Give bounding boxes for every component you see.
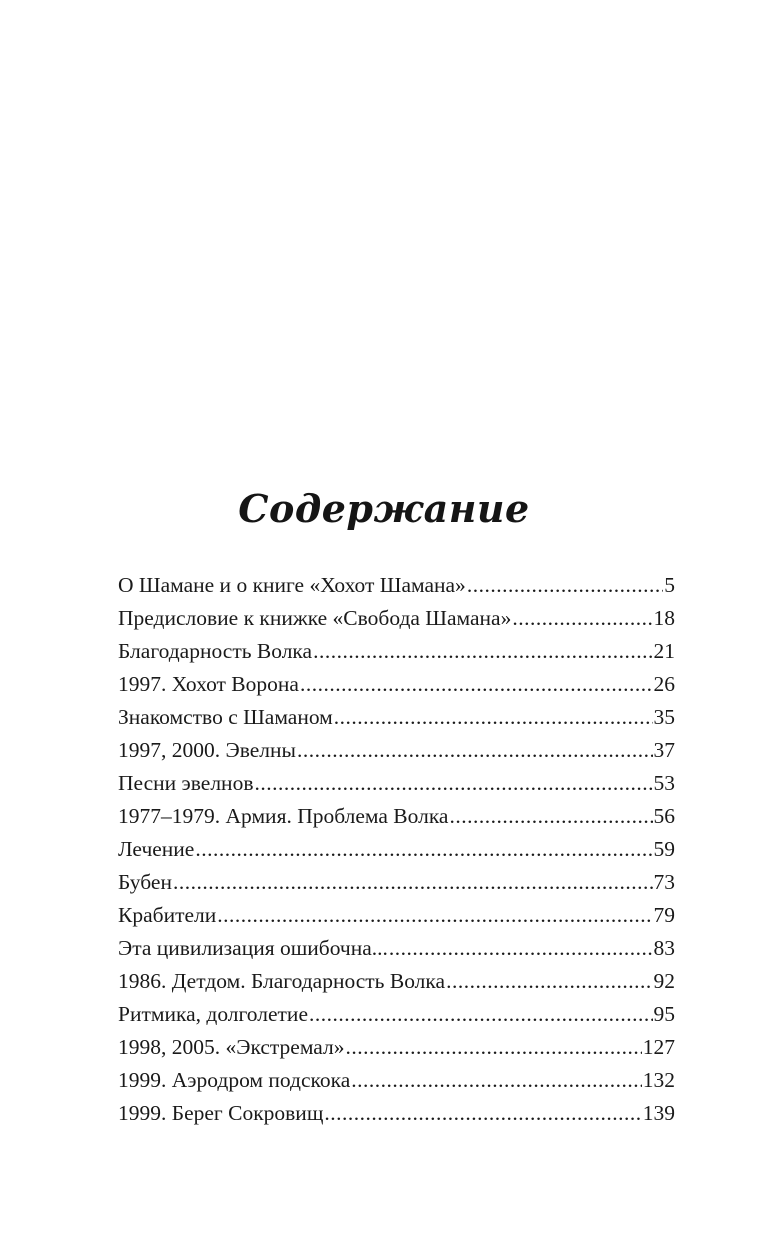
toc-page-number: 139 [642, 1101, 675, 1125]
toc-entry [118, 932, 675, 965]
toc-page-number: 26 [653, 672, 675, 696]
dot-leader [334, 701, 653, 734]
toc-page-number: 56 [653, 804, 675, 828]
dot-leader [173, 866, 653, 899]
toc-entry [118, 899, 675, 932]
toc-page-number: 95 [653, 1002, 675, 1026]
toc-entry [118, 701, 675, 734]
dot-leader [449, 800, 652, 833]
toc-entry [118, 668, 675, 701]
toc-entry-title: 1977–1979. Армия. Проблема Волка [118, 804, 449, 828]
toc-entry-title: 1998, 2005. «Экстремал» [118, 1035, 345, 1059]
toc-entry [118, 734, 675, 767]
toc-entry-title: Предисловие к книжке «Свобода Шамана» [118, 606, 512, 630]
toc-page-number: 79 [653, 903, 675, 927]
dot-leader [324, 1097, 641, 1130]
toc-entry [118, 569, 675, 602]
toc-page-number: 5 [664, 573, 675, 597]
dot-leader [297, 734, 653, 767]
dot-leader [346, 1031, 642, 1064]
dot-leader [254, 767, 652, 800]
toc-page-number: 53 [653, 771, 675, 795]
toc-entry-title: Ритмика, долголетие [118, 1002, 308, 1026]
toc-page-number: 35 [653, 705, 675, 729]
dot-leader [309, 998, 653, 1031]
table-of-contents [118, 569, 675, 1130]
toc-entry-title: Песни эвелнов [118, 771, 254, 795]
toc-entry-title: 1999. Аэродром подскока [118, 1068, 351, 1092]
toc-page-number: 21 [653, 639, 675, 663]
toc-entry-title: Крабители [118, 903, 217, 927]
dot-leader [195, 833, 652, 866]
toc-page-number: 127 [642, 1035, 675, 1059]
toc-page-number: 18 [653, 606, 675, 630]
toc-entry [118, 1097, 675, 1130]
dot-leader [217, 899, 652, 932]
toc-entry [118, 767, 675, 800]
toc-entry [118, 635, 675, 668]
dot-leader [512, 602, 652, 635]
toc-page-number: 92 [653, 969, 675, 993]
toc-entry-title: Благодарность Волка [118, 639, 313, 663]
toc-entry [118, 602, 675, 635]
toc-entry-title: Бубен [118, 870, 172, 894]
toc-entry-title: Эта цивилизация ошибочна... [118, 936, 388, 960]
toc-entry-title: О Шамане и о книге «Хохот Шамана» [118, 573, 466, 597]
toc-entry [118, 833, 675, 866]
dot-leader [389, 932, 653, 965]
toc-entry-title: 1999. Берег Сокровищ [118, 1101, 324, 1125]
toc-page-number: 83 [653, 936, 675, 960]
toc-entry-title: 1997. Хохот Ворона [118, 672, 299, 696]
dot-leader [313, 635, 652, 668]
toc-entry [118, 1064, 675, 1097]
dot-leader [300, 668, 653, 701]
toc-entry-title: Знакомство с Шаманом [118, 705, 333, 729]
toc-entry [118, 800, 675, 833]
toc-heading: Содержание [238, 486, 530, 531]
dot-leader [467, 569, 663, 602]
toc-entry [118, 1031, 675, 1064]
toc-page-number: 73 [653, 870, 675, 894]
dot-leader [351, 1064, 641, 1097]
toc-page-number: 59 [653, 837, 675, 861]
toc-entry-title: 1997, 2000. Эвелны [118, 738, 296, 762]
toc-page-number: 132 [642, 1068, 675, 1092]
toc-entry [118, 866, 675, 899]
toc-page-number: 37 [653, 738, 675, 762]
toc-entry [118, 965, 675, 998]
toc-entry [118, 998, 675, 1031]
toc-entry-title: 1986. Детдом. Благодарность Волка [118, 969, 446, 993]
dot-leader [446, 965, 652, 998]
toc-entry-title: Лечение [118, 837, 195, 861]
